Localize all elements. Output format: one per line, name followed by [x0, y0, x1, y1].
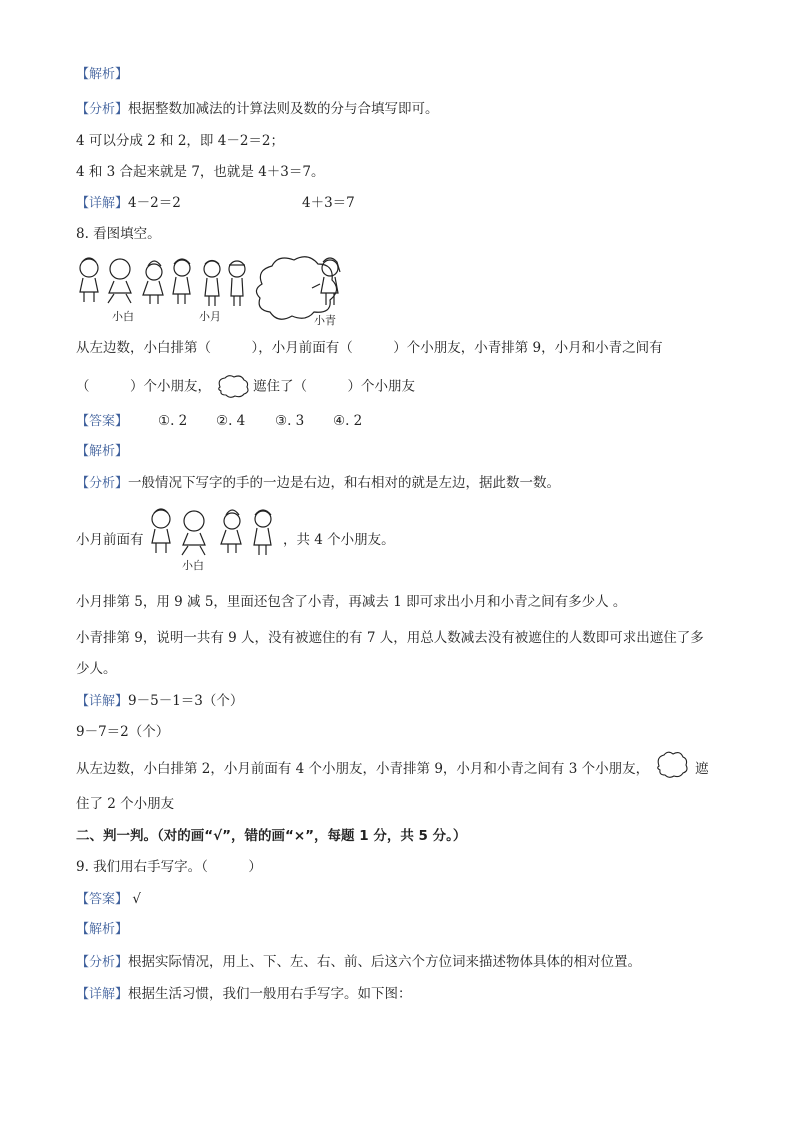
front-kids-figure: [148, 505, 278, 575]
kid-5-icon: [204, 261, 220, 307]
conclusion-a: 从左边数，小白排第 2，小月前面有 4 个小朋友，小青排第 9，小月和小青之间有 3 个小朋友，: [76, 761, 650, 777]
fenxi-text: 根据实际情况，用上、下、左、右、前、后这六个方位词来描述物体具体的相对位置。: [128, 954, 642, 970]
kid-4-icon: [173, 259, 190, 304]
q7-xiangjie: [76, 194, 181, 213]
q8-question-line1: 从左边数，小白排第（ ），小月前面有（ ）个小朋友，小青排第 9，小月和小青之间有: [76, 340, 663, 356]
cloud-icon: [654, 751, 688, 781]
kid-3-icon: [221, 510, 241, 553]
q9-fenxi: [76, 953, 641, 972]
conclusion-c: 住了 2 个小朋友: [76, 796, 175, 812]
kid-1-icon: [80, 258, 98, 302]
q8-question-line2: [76, 375, 415, 399]
calc-1: 9－5－1＝3（个）: [128, 693, 244, 709]
kids-row-figure: [74, 254, 374, 330]
q8-xiangjie: [76, 692, 243, 711]
front-text-a: 小月前面有: [76, 532, 144, 548]
xiangjie-label: 【详解】: [76, 694, 129, 709]
xiangjie-text: 根据生活习惯，我们一般用右手写字。如下图：: [128, 986, 412, 1002]
calc-2: 9－7＝2（个）: [76, 724, 170, 740]
q8-jiexi-label: 【解析】: [76, 444, 129, 459]
fenxi-label: 【分析】: [76, 102, 129, 117]
xiangjie-label: 【详解】: [76, 196, 129, 211]
q8-para2a: 小青排第 9，说明一共有 9 人，没有被遮住的有 7 人，用总人数减去没有被遮住的人数即可求出遮住了多: [76, 630, 704, 646]
q9-question: 9. 我们用右手写字。（ ）: [76, 859, 262, 875]
q8-fenxi: [76, 474, 560, 493]
q7-line2: 4 和 3 合起来就是 7，也就是 4＋3＝7。: [76, 164, 325, 180]
cloud-icon: [256, 257, 336, 319]
q8-answer: [76, 412, 128, 431]
conclusion-b: 遮: [695, 761, 709, 777]
question-part-b: 遮住了（ ）个小朋友: [253, 378, 415, 395]
kid-2-icon: [108, 259, 131, 303]
answer-3: ③. 3: [275, 413, 305, 429]
cloud-icon: [215, 375, 249, 399]
q7-line1: 4 可以分成 2 和 2，即 4－2＝2；: [76, 133, 284, 149]
answer-4: ④. 2: [333, 413, 363, 429]
kid-6-icon: [229, 261, 245, 306]
question-part-a: （ ）个小朋友，: [76, 378, 211, 395]
answer-label: 【答案】: [76, 414, 129, 429]
q7-xiangjie-b: 4＋3＝7: [302, 195, 355, 211]
section-2-title: 二、判一判。（对的画“√”，错的画“×”，每题 1 分，共 5 分。）: [76, 828, 467, 844]
kid-label-xiaoyue: 小月: [199, 310, 221, 323]
fenxi-text: 一般情况下写字的手的一边是右边，和右相对的就是左边，据此数一数。: [128, 475, 561, 491]
kid-2-icon: [182, 511, 205, 555]
xiangjie-a: 4－2＝2: [128, 195, 181, 211]
front-text-b: ，共 4 个小朋友。: [283, 532, 395, 548]
q9-xiangjie: [76, 985, 412, 1004]
fenxi-label: 【分析】: [76, 476, 129, 491]
kid-1-icon: [152, 509, 170, 553]
answer-value: √: [132, 891, 141, 907]
kid-4-icon: [254, 510, 271, 555]
fenxi-text: 根据整数加减法的计算法则及数的分与合填写即可。: [128, 101, 439, 117]
kid-label-xiaoqing: 小青: [314, 314, 336, 327]
q9-answer: [76, 890, 141, 909]
xiangjie-label: 【详解】: [76, 987, 129, 1002]
q8-title: 8. 看图填空。: [76, 226, 161, 242]
q8-para1: 小月排第 5，用 9 减 5，里面还包含了小青，再减去 1 即可求出小月和小青之间有多少人 。: [76, 594, 627, 610]
answer-1: ①. 2: [158, 413, 188, 429]
answer-label: 【答案】: [76, 892, 129, 907]
answer-2: ②. 4: [216, 413, 246, 429]
q8-para2b: 少人。: [76, 661, 117, 677]
q7-fenxi: [76, 100, 439, 119]
fenxi-label: 【分析】: [76, 955, 129, 970]
front-fig-label: 小白: [182, 559, 204, 572]
jiexi-label: 【解析】: [76, 67, 129, 82]
q9-jiexi-label: 【解析】: [76, 922, 129, 937]
kid-3-icon: [143, 261, 163, 304]
kid-label-xiaobai: 小白: [112, 310, 134, 323]
